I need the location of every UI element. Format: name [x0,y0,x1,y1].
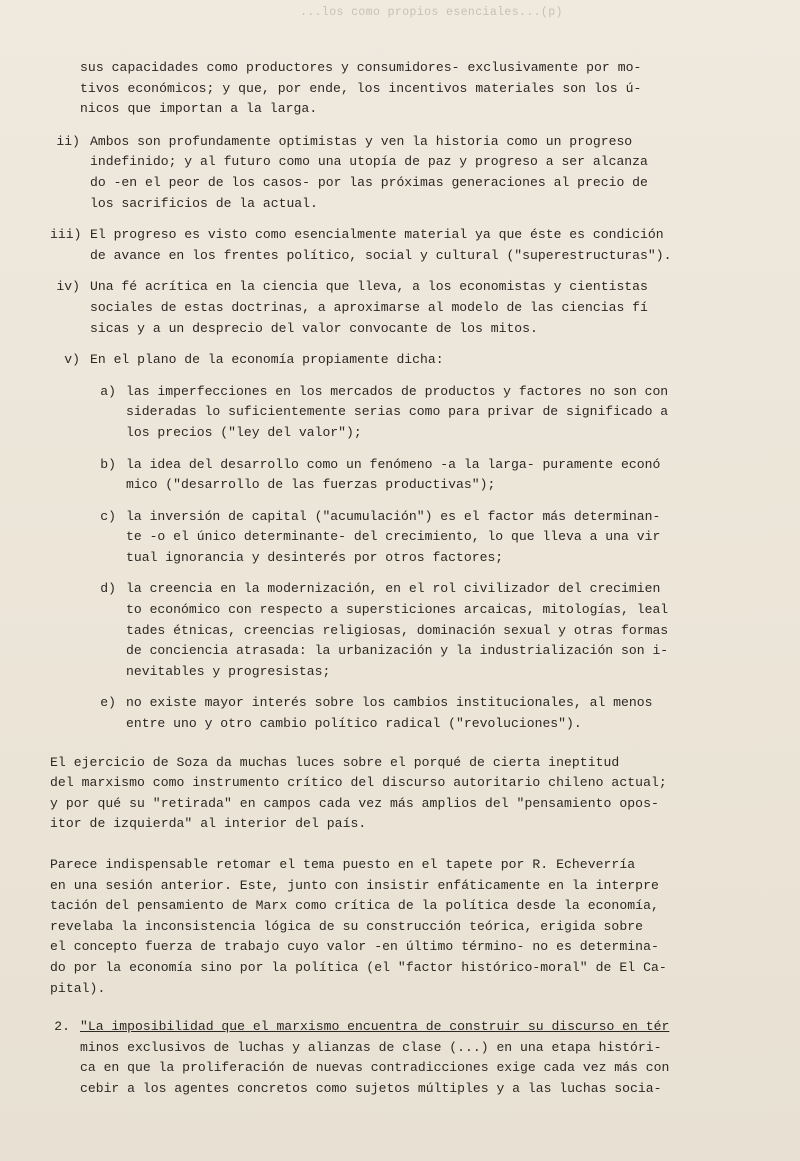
text-line: del marxismo como instrumento crítico del discurso autoritario chileno actual; [50,775,667,791]
list-item-ii [50,132,766,214]
text-line: sicas y a un desprecio del valor convocante de los mitos. [90,320,538,336]
text-line: las imperfecciones en los mercados de productos y factores no son con [126,383,669,399]
item-letter: e) [100,695,116,711]
item-text [126,579,766,682]
item-number: iii) [50,227,82,243]
text-line: la idea del desarrollo como un fenómeno -a la larga- puramente econó [126,456,661,472]
text-line: do por la economía sino por la política (el "factor histórico-moral" de El Ca- [50,959,667,975]
list-item-iv [50,277,766,339]
item-text [126,382,766,444]
text-line: en una sesión anterior. Este, junto con insistir enfáticamente en la interpre [50,877,659,893]
text-line: revelaba la inconsistencia lógica de su construcción teórica, erigida sobre [50,918,644,934]
text-line: cebir a los agentes concretos como sujetos múltiples y a las luchas socia- [80,1080,662,1096]
item-number: iv) [56,279,80,295]
intro-paragraph [80,58,766,120]
text-line: do -en el peor de los casos- por las próximas generaciones al precio de [90,174,648,190]
text-line: to económico con respecto a supersticiones arcaicas, mitologías, leal [126,602,669,618]
item-number: ii) [56,133,80,149]
text-line: Ambos son profundamente optimistas y ven la historia como un progreso [90,133,633,149]
paragraph-echeverria [50,855,766,999]
text-line: mico ("desarrollo de las fuerzas productivas"); [126,477,496,493]
item-text [126,693,766,734]
text-line: El ejercicio de Soza da muchas luces sobre el porqué de cierta ineptitud [50,754,620,770]
text-line: sus capacidades como productores y consumidores- exclusivamente por mo- [80,60,642,75]
text-line: de avance en los frentes político, social y cultural ("superestructuras"). [90,247,672,263]
text-line: indefinido; y al futuro como una utopía de paz y progreso a ser alcanza [90,154,648,170]
item-number: v) [64,352,80,368]
text-line: tivos económicos; y que, por ende, los incentivos materiales son los ú- [80,80,642,96]
running-header: ...los como propios esenciales...(p) [300,6,563,19]
sub-item-e [80,693,766,734]
text-line: "La imposibilidad que el marxismo encuentra de construir su discurso en tér [80,1019,670,1035]
text-line: el concepto fuerza de trabajo cuyo valor -en último término- no es determina- [50,939,659,955]
text-line: sideradas lo suficientemente serias como para privar de significado a [126,404,669,420]
text-line: los sacrificios de la actual. [90,195,318,211]
item-letter: c) [100,508,116,524]
item-letter: d) [100,581,116,597]
item-text [90,277,766,339]
list-item-iii [50,225,766,266]
sub-item-b [80,455,766,496]
text-line: no existe mayor interés sobre los cambios institucionales, al menos [126,695,653,711]
item-text [126,507,766,569]
text-line: sociales de estas doctrinas, a aproximarse al modelo de las ciencias fí [90,299,648,315]
text-line: Parece indispensable retomar el tema puesto en el tapete por R. Echeverría [50,857,636,872]
text-line: pital). [50,980,106,996]
paragraph-soza [50,753,766,835]
item-text [90,225,766,266]
item-text [90,350,766,371]
sub-item-a [80,382,766,444]
text-line: tación del pensamiento de Marx como crítica de la política desde la economía, [50,898,659,914]
text-line: nevitables y progresistas; [126,663,331,679]
footnote-number: 2. [54,1019,70,1035]
text-line: tual ignorancia y desinterés por otros factores; [126,549,504,565]
text-line: El progreso es visto como esencialmente material ya que éste es condición [90,227,664,243]
text-line: te -o el único determinante- del crecimiento, lo que lleva a una vir [126,529,661,545]
footnote-2 [50,1017,766,1099]
list-item-v [50,350,766,371]
item-letter: b) [100,456,116,472]
sub-item-d [80,579,766,682]
footnote-text [80,1017,766,1099]
text-line: tades étnicas, creencias religiosas, dominación sexual y otras formas [126,622,669,638]
text-line: nicos que importan a la larga. [80,101,318,117]
text-line: y por qué su "retirada" en campos cada vez más amplios del "pensamiento opos- [50,795,659,811]
text-line: la creencia en la modernización, en el rol civilizador del crecimien [126,581,661,597]
text-line: la inversión de capital ("acumulación") es el factor más determinan- [126,508,661,524]
text-line: de conciencia atrasada: la urbanización y la industrialización son i- [126,643,669,659]
item-text [90,132,766,214]
text-line: los precios ("ley del valor"); [126,424,362,440]
text-line: En el plano de la economía propiamente dicha: [90,352,444,368]
text-line: minos exclusivos de luchas y alianzas de clase (...) en una etapa históri- [80,1039,662,1055]
text-line: Una fé acrítica en la ciencia que lleva, a los economistas y cientistas [90,279,648,295]
sub-item-c [80,507,766,569]
text-line: itor de izquierda" al interior del país. [50,816,367,832]
text-line: entre uno y otro cambio político radical ("revoluciones"). [126,716,582,732]
text-line: ca en que la proliferación de nuevas contradicciones exige cada vez más con [80,1060,670,1076]
item-letter: a) [100,383,116,399]
item-text [126,455,766,496]
